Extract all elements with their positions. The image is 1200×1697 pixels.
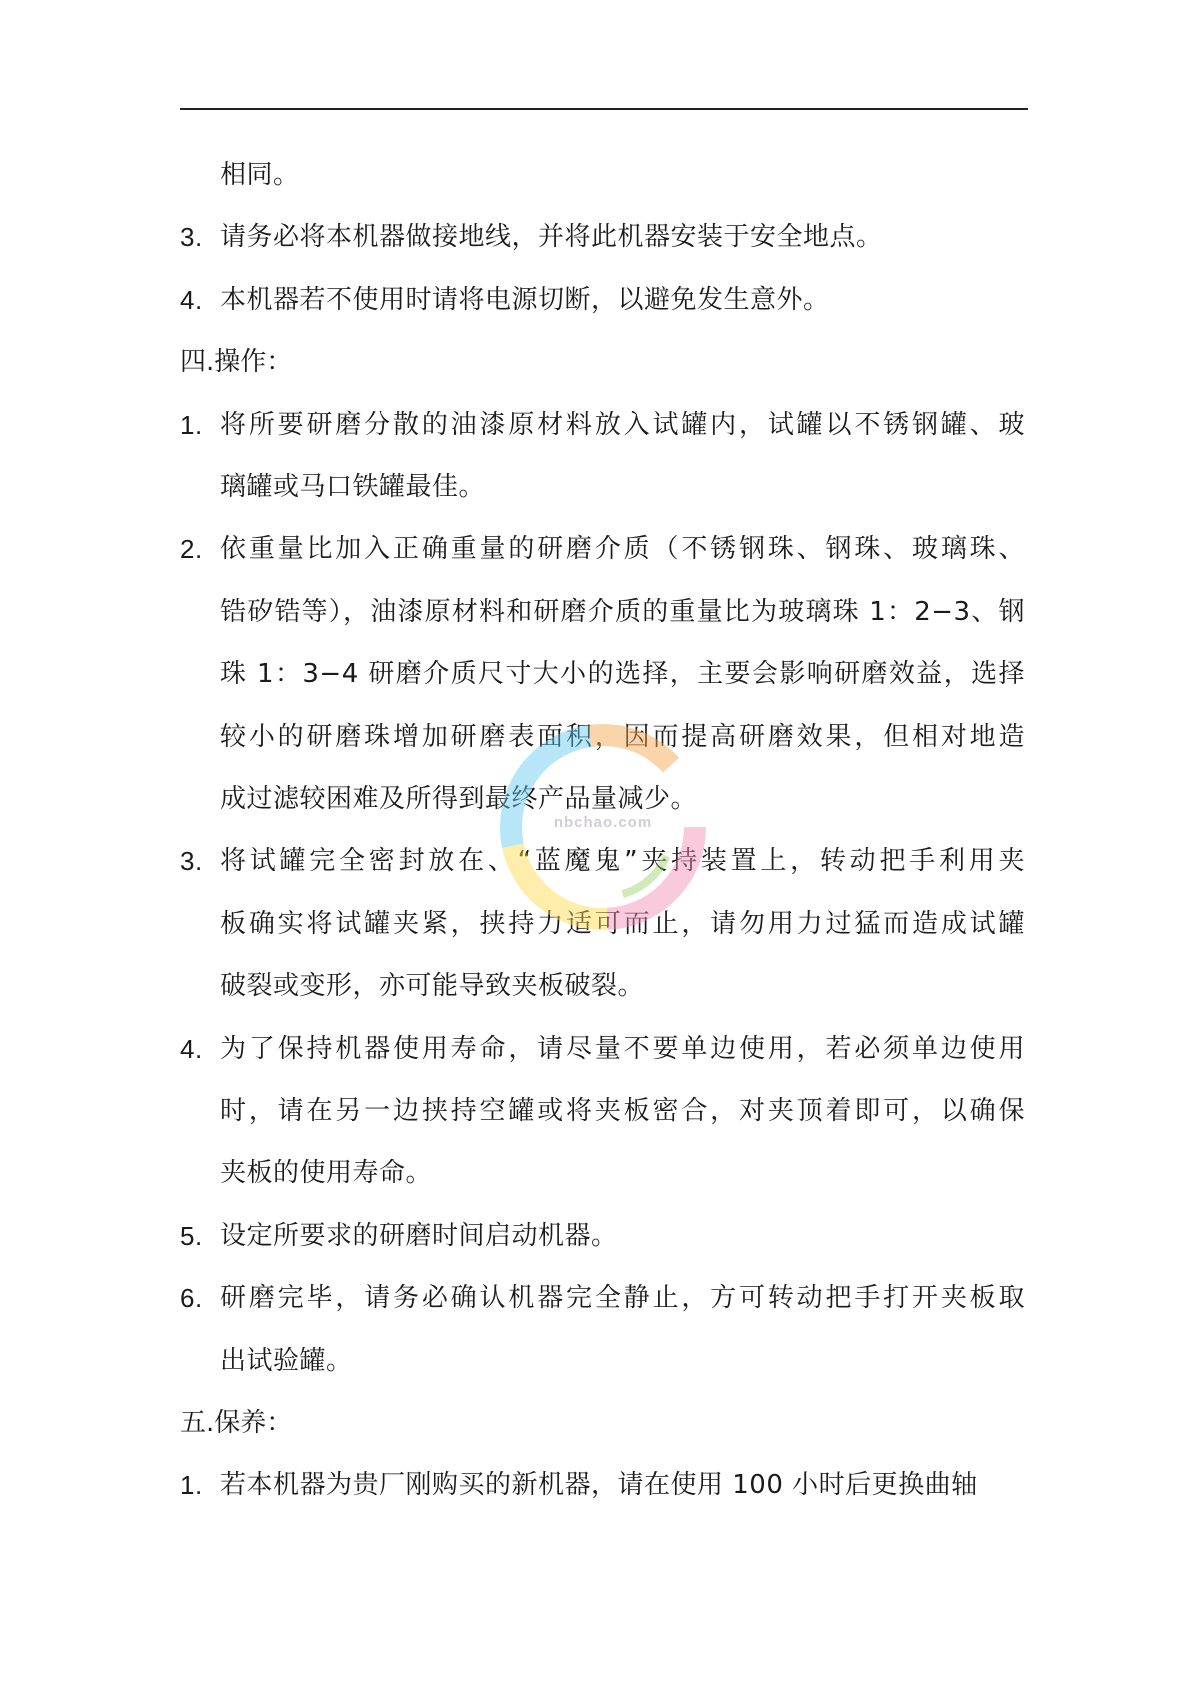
list-number: 1. [180,1470,203,1501]
text-line [0,1094,1200,1128]
list-number: 1. [180,409,203,440]
text-line [0,1156,1200,1190]
list-item-text: 出试验罐。 [220,1345,353,1376]
list-item-text: 时，请在另一边挟持空罐或将夹板密合，对夹顶着即可，以确保 [220,1096,1025,1126]
header-rule [180,108,1028,110]
list-item-text: 较小的研磨珠增加研磨表面积，因而提高研磨效果，但相对地造 [220,721,1025,752]
list-item-text: 设定所要求的研磨时间启动机器。 [220,1220,618,1251]
text-line [0,158,1200,192]
list-number: 2. [180,534,203,565]
list-number: 4. [180,1033,203,1064]
text-line [0,1219,1200,1253]
list-number: 3. [180,846,203,877]
list-item-text: 本机器若不使用时请将电源切断，以避免发生意外。 [220,284,830,315]
list-number: 3. [180,222,203,253]
list-item-text: 珠 1：3−4 研磨介质尺寸大小的选择，主要会影响研磨效益，选择 [220,659,1025,690]
text-line [0,1032,1200,1066]
text-line [0,1344,1200,1378]
text-line [0,1281,1200,1315]
text-line [0,408,1200,442]
list-item-text: 夹板的使用寿命。 [220,1158,433,1189]
text-line [0,1468,1200,1502]
text-line [0,657,1200,691]
text-line [0,470,1200,504]
heading-maintenance: 五.保养： [180,1408,293,1438]
list-item-text: 锆矽锆等），油漆原材料和研磨介质的重量比为玻璃珠 1：2−3、钢 [220,596,1025,627]
text-line [0,595,1200,629]
list-item-text: 依重量比加入正确重量的研磨介质（不锈钢珠、钢珠、玻璃珠、 [220,534,1025,565]
list-number: 5. [180,1220,203,1251]
list-item-text: 若本机器为贵厂刚购买的新机器，请在使用 100 小时后更换曲轴 [220,1470,978,1501]
list-item-text: 将所要研磨分散的油漆原材料放入试罐内，试罐以不锈钢罐、玻 [220,409,1025,440]
list-item-text: 请务必将本机器做接地线，并将此机器安装于安全地点。 [220,222,883,253]
watermark-text: nbchao.com [553,814,653,831]
list-item-text: 将试罐完全密封放在、“蓝魔鬼”夹持装置上，转动把手利用夹 [220,846,1025,877]
watermark-logo [478,702,728,952]
text-line [0,532,1200,566]
list-item-text: 为了保持机器使用寿命，请尽量不要单边使用，若必须单边使用 [220,1033,1025,1064]
list-item-text: 破裂或变形，亦可能导致夹板破裂。 [220,971,645,1002]
list-item-text: 研磨完毕，请务必确认机器完全静止，方可转动把手打开夹板取 [220,1283,1025,1314]
list-item-text: 成过滤较困难及所得到最终产品量减少。 [220,784,698,814]
text-line [0,283,1200,317]
heading-operation: 四.操作： [180,347,293,378]
text-line [0,220,1200,254]
list-number: 4. [180,284,203,315]
list-item-text: 板确实将试罐夹紧，挟持力适可而止，请勿用力过猛而造成试罐 [220,908,1025,939]
list-item-text: 相同。 [220,160,300,190]
list-item-text: 璃罐或马口铁罐最佳。 [220,472,486,502]
list-number: 6. [180,1283,203,1314]
text-line [0,969,1200,1003]
